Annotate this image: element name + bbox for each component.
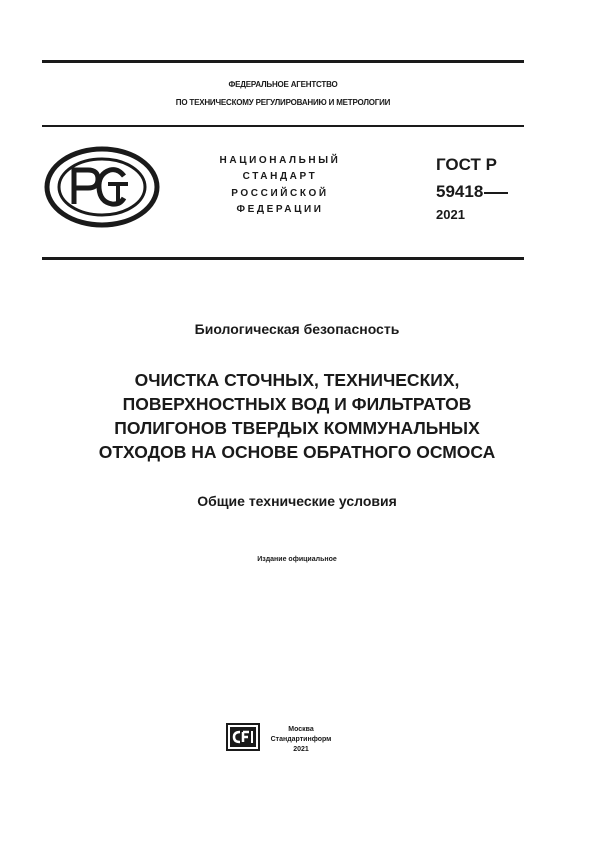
publisher-name: Стандартинформ bbox=[270, 736, 332, 743]
title-line-2: ПОВЕРХНОСТНЫХ ВОД И ФИЛЬТРАТОВ bbox=[122, 394, 472, 414]
header-divider bbox=[42, 125, 524, 127]
publisher-info bbox=[266, 725, 336, 755]
gost-year: 2021 bbox=[436, 207, 465, 222]
document-subtitle: Биологическая безопасность bbox=[194, 321, 400, 337]
national-line-1: НАЦИОНАЛЬНЫЙ bbox=[219, 155, 341, 166]
official-edition-label: Издание официальное bbox=[257, 556, 337, 563]
national-line-3: РОССИЙСКОЙ bbox=[231, 187, 329, 199]
agency-line-1: ФЕДЕРАЛЬНОЕ АГЕНТСТВО bbox=[228, 80, 338, 89]
title-line-4: ОТХОДОВ НА ОСНОВЕ ОБРАТНОГО ОСМОСА bbox=[98, 442, 496, 462]
standard-divider bbox=[42, 257, 524, 260]
national-line-2: СТАНДАРТ bbox=[242, 171, 318, 183]
standartinform-logo-icon bbox=[226, 723, 260, 751]
gost-code: ГОСТ Р bbox=[436, 155, 497, 174]
title-line-1: ОЧИСТКА СТОЧНЫХ, ТЕХНИЧЕСКИХ, bbox=[134, 370, 460, 390]
publisher-city: Москва bbox=[288, 726, 314, 733]
top-rule bbox=[42, 60, 524, 63]
gost-dash bbox=[484, 192, 508, 194]
document-conditions: Общие технические условия bbox=[197, 493, 397, 509]
gost-number-row bbox=[436, 182, 508, 202]
agency-line-2: ПО ТЕХНИЧЕСКОМУ РЕГУЛИРОВАНИЮ И МЕТРОЛОГИИ bbox=[175, 98, 391, 107]
publisher-year: 2021 bbox=[293, 746, 309, 753]
document-title bbox=[42, 368, 552, 464]
rst-logo-icon bbox=[44, 146, 160, 228]
title-line-3: ПОЛИГОНОВ ТВЕРДЫХ КОММУНАЛЬНЫХ bbox=[114, 418, 480, 438]
gost-number: 59418 bbox=[436, 182, 484, 201]
national-standard-label bbox=[180, 153, 380, 218]
national-line-4: ФЕДЕРАЦИИ bbox=[236, 203, 324, 215]
